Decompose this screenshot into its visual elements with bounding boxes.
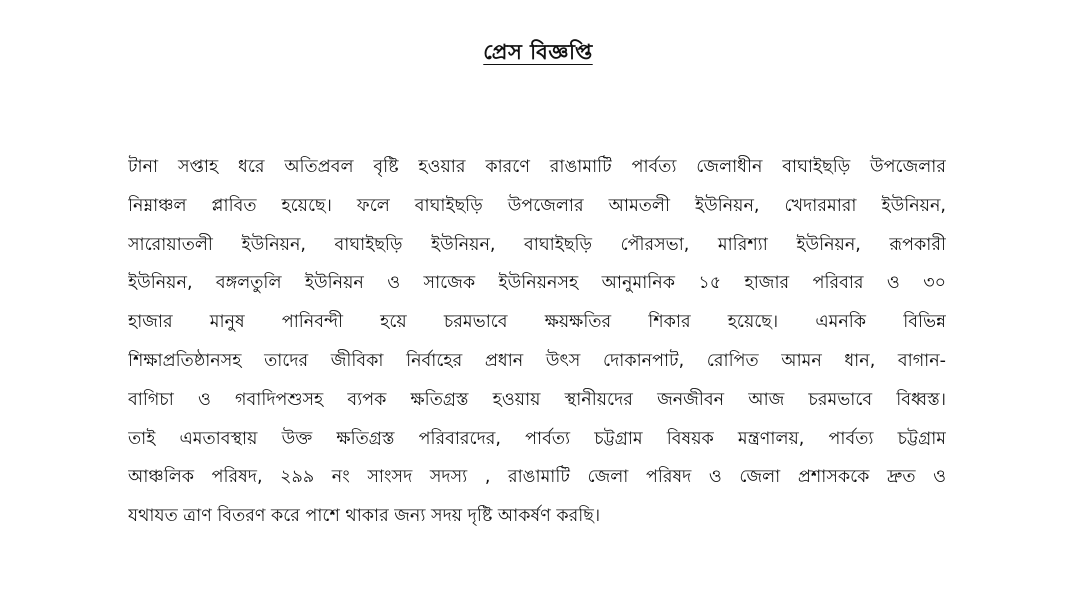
body-line: ইউনিয়ন, বঙ্গলতুলি ইউনিয়ন ও সাজেক ইউনিয়নসহ আনুমানিক ১৫ হাজার পরিবার ও ৩০ bbox=[128, 273, 946, 294]
title-container bbox=[0, 36, 1076, 71]
body-line: সারোয়াতলী ইউনিয়ন, বাঘাইছড়ি ইউনিয়ন, বাঘাইছড়ি পৌরসভা, মারিশ্যা ইউনিয়ন, রূপকারী bbox=[128, 234, 946, 255]
body-line: শিক্ষাপ্রতিষ্ঠানসহ তাদের জীবিকা নির্বাহের প্রধান উৎস দোকানপাট, রোপিত আমন ধান, বাগান- bbox=[128, 350, 946, 371]
page-title: প্রেস বিজ্ঞপ্তি bbox=[483, 40, 593, 64]
body-line: বাগিচা ও গবাদিপশুসহ ব্যপক ক্ষতিগ্রস্ত হওয়ায় স্থানীয়দের জনজীবন আজ চরমভাবে বিধ্বস্ত। bbox=[128, 389, 946, 410]
body-line: নিম্নাঞ্চল প্লাবিত হয়েছে। ফলে বাঘাইছড়ি উপজেলার আমতলী ইউনিয়ন, খেদারমারা ইউনিয়ন, bbox=[128, 195, 946, 216]
body-line: আঞ্চলিক পরিষদ, ২৯৯ নং সাংসদ সদস্য , রাঙামাটি জেলা পরিষদ ও জেলা প্রশাসককে দ্রুত ও bbox=[128, 467, 946, 488]
body-line: হাজার মানুষ পানিবন্দী হয়ে চরমভাবে ক্ষয়ক্ষতির শিকার হয়েছে। এমনকি বিভিন্ন bbox=[128, 312, 946, 333]
body-line: টানা সপ্তাহ ধরে অতিপ্রবল বৃষ্টি হওয়ার কারণে রাঙামাটি পার্বত্য জেলাধীন বাঘাইছড়ি উপজেলার bbox=[128, 157, 946, 177]
body-line: তাই এমতাবস্থায় উক্ত ক্ষতিগ্রস্ত পরিবারদের, পার্বত্য চট্টগ্রাম বিষয়ক মন্ত্রণালয়, পার্বত্য চট্টগ্রাম bbox=[128, 428, 946, 449]
header-fragment bbox=[128, 0, 328, 4]
body-paragraph bbox=[128, 148, 946, 536]
body-line: যথাযত ত্রাণ বিতরণ করে পাশে থাকার জন্য সদয় দৃষ্টি আকর্ষণ করছি। bbox=[128, 506, 601, 527]
